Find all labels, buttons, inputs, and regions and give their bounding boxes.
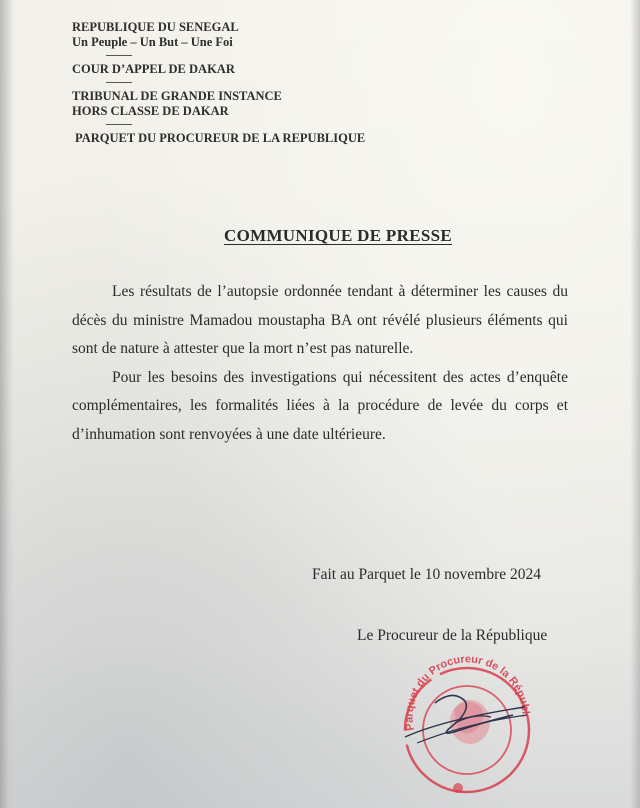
- page-edge-shadow-right: [630, 0, 640, 808]
- header-divider: [106, 124, 132, 125]
- letterhead: [72, 20, 365, 146]
- svg-text:Parquet du Procureur de la Rép: Parquet du Procureur de la Républ.: [403, 653, 532, 732]
- paragraph-investigation: Pour les besoins des investigations qui nécessitent des actes d’enquête complémentaires, les formalités liées à la procédure de levée du corps et d’inhumation sont renvoyées à une date ultérieure.: [72, 368, 568, 443]
- paragraph-autopsy-results: Les résultats de l’autopsie ordonnée tendant à déterminer les causes du décès du ministre Mamadou moustapha BA ont révélé plusieurs éléments qui sont de nature à attester que la mort n’est pas naturelle.: [72, 283, 568, 357]
- signatory-title: Le Procureur de la République: [357, 627, 548, 644]
- national-motto: Un Peuple – Un But – Une Foi: [72, 35, 233, 49]
- tribunal-line-2: HORS CLASSE DE DAKAR: [72, 104, 229, 118]
- signature-icon: [395, 685, 545, 765]
- document-title: [0, 226, 640, 246]
- press-release-body: [72, 278, 568, 449]
- prosecutor-office: PARQUET DU PROCUREUR DE LA REPUBLIQUE: [75, 131, 366, 145]
- header-divider: [106, 82, 132, 83]
- tribunal-line-1: TRIBUNAL DE GRANDE INSTANCE: [72, 89, 282, 103]
- page-edge-shadow-left: [0, 0, 14, 808]
- place-and-date: Fait au Parquet le 10 novembre 2024: [312, 566, 542, 583]
- title-text: COMMUNIQUE DE PRESSE: [224, 226, 452, 245]
- header-divider: [106, 55, 132, 56]
- court-of-appeal: COUR D’APPEL DE DAKAR: [72, 62, 235, 76]
- country-name: REPUBLIQUE DU SENEGAL: [72, 20, 239, 34]
